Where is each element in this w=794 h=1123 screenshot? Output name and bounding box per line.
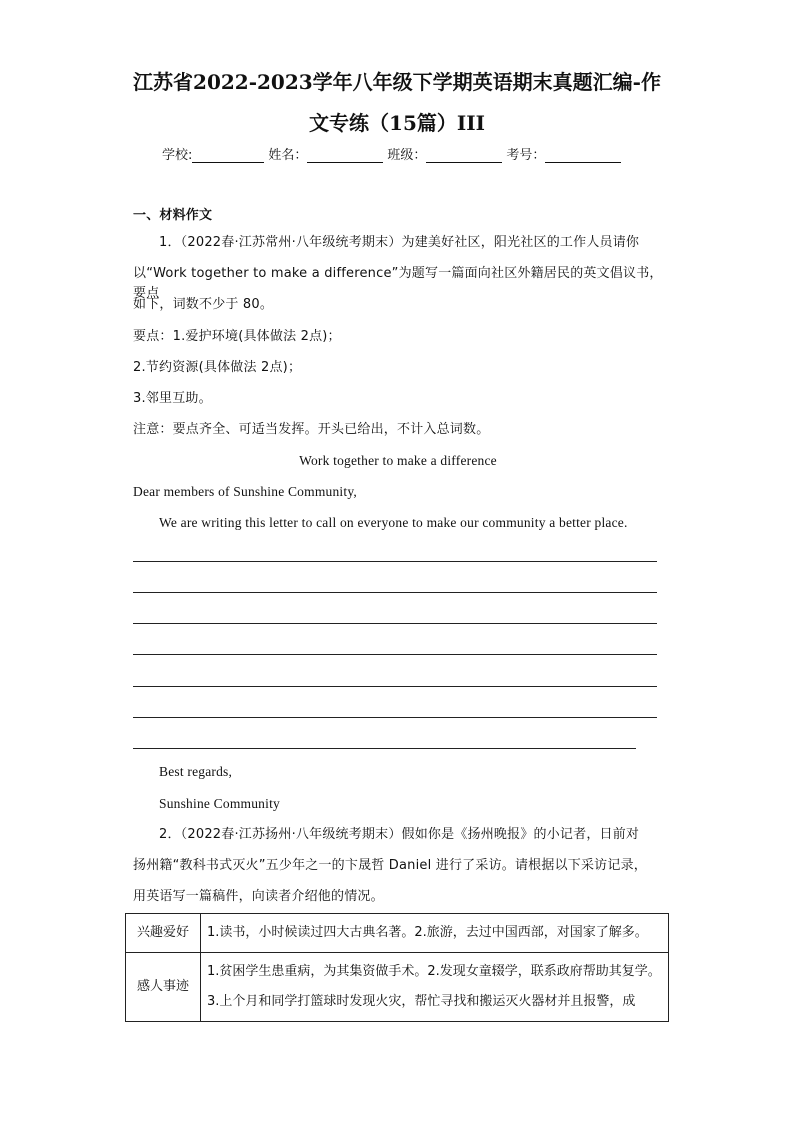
exam-number-label: 考号： [506,148,546,163]
interview-record-table [125,913,669,1022]
writing-line[interactable] [133,654,657,655]
school-blank[interactable] [192,148,264,163]
q2-prompt-line-3: 用英语写一篇稿件，向读者介绍他的情况。 [133,889,384,904]
table-row-content [201,953,669,1022]
section-heading: 一、材料作文 [133,208,213,223]
table-row-header: 兴趣爱好 [126,914,201,953]
table-content-line: 1.读书，小时候读过四大古典名著。2.旅游，去过中国西部，对国家了解多。 [207,925,648,940]
q2-prompt-line-1: 2．（2022春·江苏扬州·八年级统考期末）假如你是《扬州晚报》的小记者，日前对 [159,827,640,842]
class-label: 班级： [387,148,427,163]
letter-opening: We are writing this letter to call on everyone to make our community a better place. [159,515,628,530]
letter-signature: Sunshine Community [159,796,280,811]
q1-prompt-line-1: 1．（2022春·江苏常州·八年级统考期末）为建美好社区，阳光社区的工作人员请你 [159,235,640,250]
name-blank[interactable] [307,148,383,163]
writing-line[interactable] [133,748,636,749]
school-label: 学校: [162,148,193,163]
writing-line[interactable] [133,623,657,624]
q1-point-2: 2.节约资源(具体做法 2点)； [133,360,302,375]
q1-point-3: 3.邻里互助。 [133,391,212,406]
writing-line[interactable] [133,592,657,593]
q2-prompt-line-2: 扬州籍“教科书式灭火”五少年之一的卞晟哲 Daniel 进行了采访。请根据以下采访记录， [133,858,647,873]
table-content-line: 1.贫困学生患重病，为其集资做手术。2.发现女童辍学，联系政府帮助其复学。 [207,964,661,979]
essay-title: Work together to make a difference [299,453,497,468]
q1-prompt-line-2: 以“Work together to make a difference”为题写一篇面向社区外籍居民的英文倡议书，要点 [133,266,663,301]
q1-note: 注意：要点齐全、可适当发挥。开头已给出，不计入总词数。 [133,422,490,437]
name-label: 姓名： [268,148,308,163]
writing-line[interactable] [133,561,657,562]
table-row [126,953,669,1022]
table-row-content [201,914,669,953]
table-row [126,914,669,953]
q1-prompt-line-3: 如下，词数不少于 80。 [133,297,274,312]
document-title-line-1: 江苏省2022-2023学年八年级下学期英语期末真题汇编-作 [133,70,661,94]
document-title-line-2: 文专练（15篇）III [309,111,485,135]
writing-line[interactable] [133,717,657,718]
student-info-row [162,144,642,163]
letter-greeting: Dear members of Sunshine Community, [133,484,357,499]
exam-number-blank[interactable] [545,148,621,163]
table-content-line: 3.上个月和同学打篮球时发现火灾，帮忙寻找和搬运灭火器材并且报警，成 [207,994,636,1009]
q1-point-1: 要点：1.爱护环境(具体做法 2点)； [133,329,341,344]
writing-line[interactable] [133,686,657,687]
table-row-header: 感人事迹 [126,953,201,1022]
letter-closing: Best regards, [159,764,233,779]
class-blank[interactable] [426,148,502,163]
